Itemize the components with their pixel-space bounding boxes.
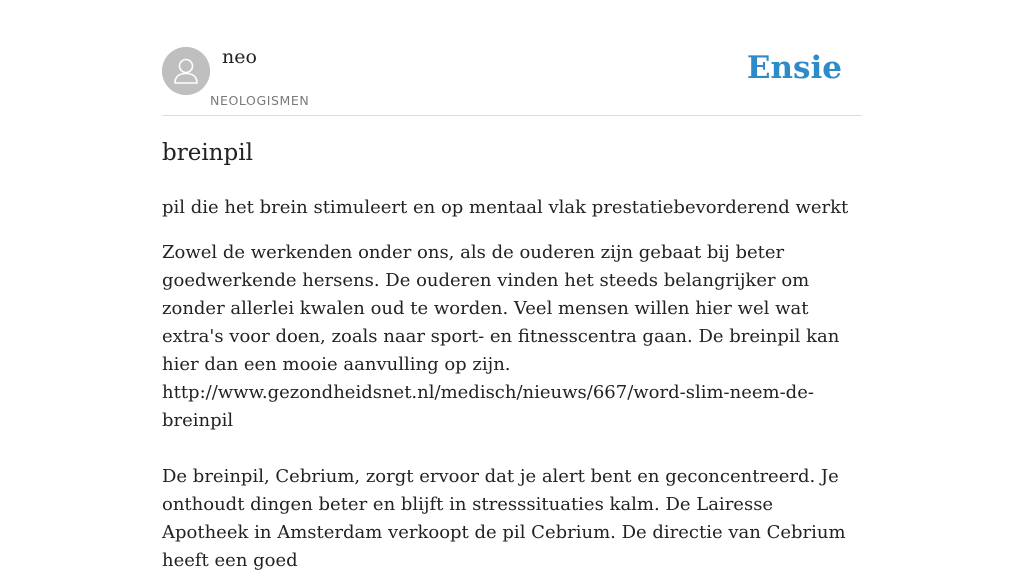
entry-body [162,239,862,575]
source-link[interactable]: http://www.gezondheidsnet.nl/medisch/nieuws/667/word-slim-neem-de-breinpil [162,382,814,431]
category-link[interactable]: NEOLOGISMEN [210,93,310,108]
author-username-link[interactable]: neo [222,46,257,68]
body-paragraph-text: Zowel de werkenden onder ons, als de ouderen zijn gebaat bij beter goedwerkende hersens. De ouderen vinden het steeds belangrijker om zonder allerlei kwalen oud te worden. Veel mensen willen hier wel wat extra's voor doen, zoals naar sport- en fitnesscentra gaan. De breinpil kan hier dan een mooie aanvulling op zijn. [162,242,840,375]
entry-header [162,0,862,116]
body-paragraph: De breinpil, Cebrium, zorgt ervoor dat je alert bent en geconcentreerd. Je onthoudt dingen beter en blijft in stresssituaties kalm. De Lairesse Apotheek in Amsterdam verkoopt de pil Cebrium. De directie van Cebrium heeft een goed [162,466,846,571]
page-container [162,0,862,571]
body-paragraph [162,239,862,435]
entry-definition: pil die het brein stimuleert en op mentaal vlak prestatiebevorderend werkt [162,197,849,218]
brand-logo-link[interactable]: Ensie [746,50,842,86]
entry-title: breinpil [162,140,253,166]
user-avatar-icon[interactable] [162,47,210,95]
user-silhouette-icon [162,47,210,95]
